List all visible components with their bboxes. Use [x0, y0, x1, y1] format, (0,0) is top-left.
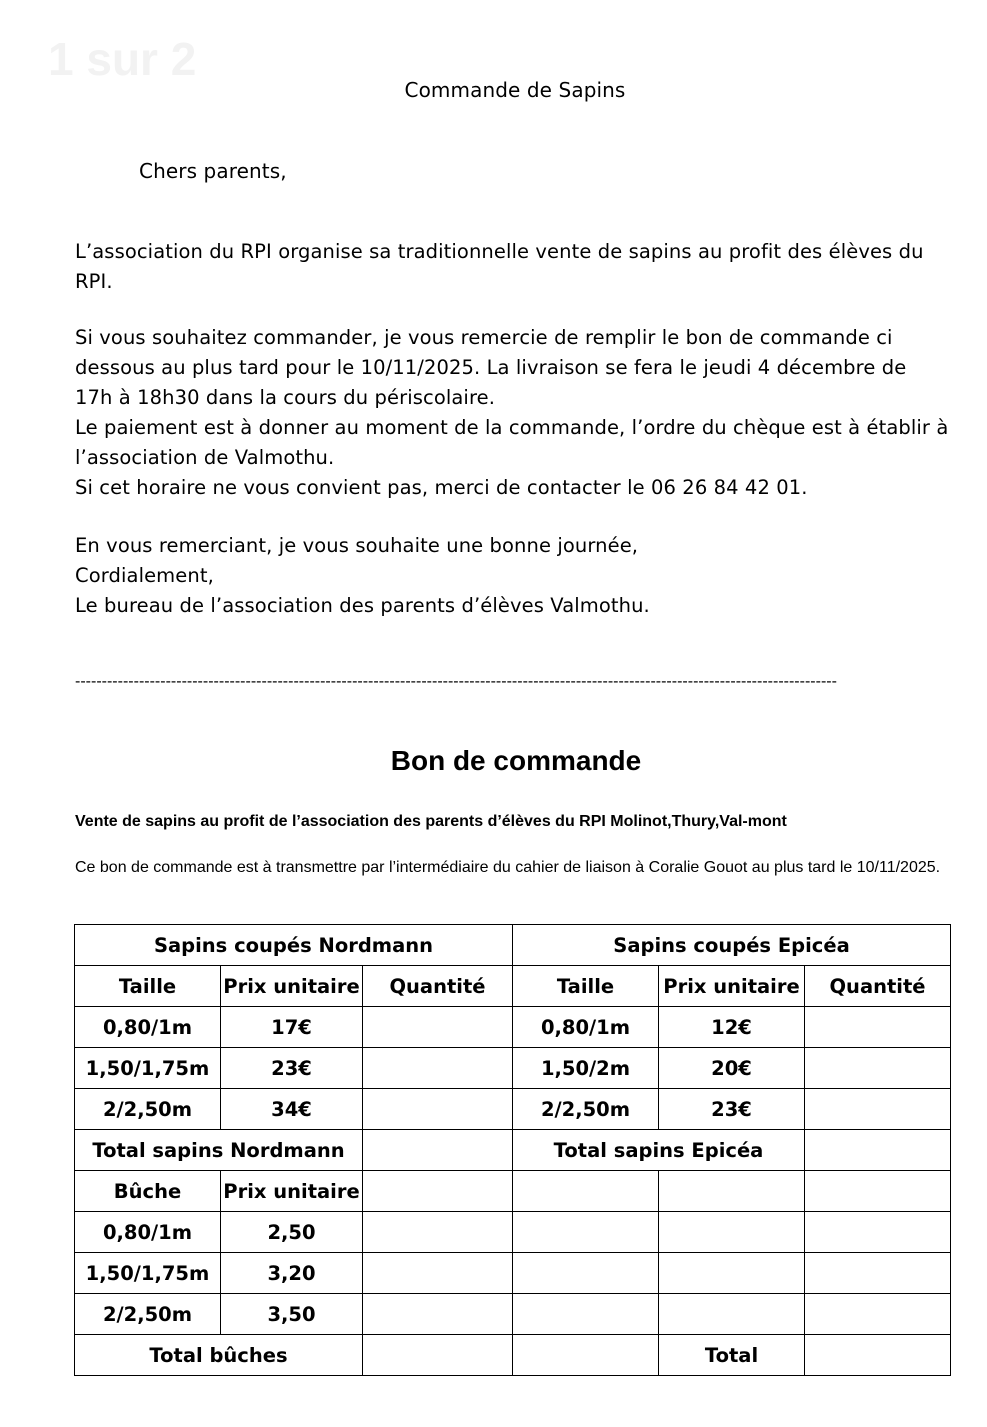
page-indicator: 1 sur 2 — [48, 33, 197, 85]
epicea-taille: 1,50/2m — [513, 1048, 659, 1089]
nordmann-taille: 0,80/1m — [75, 1007, 221, 1048]
epicea-col-taille: Taille — [513, 966, 659, 1007]
empty-cell — [805, 1294, 951, 1335]
epicea-quantite-field[interactable] — [805, 1048, 951, 1089]
buche-col-empty — [363, 1171, 513, 1212]
empty-cell — [805, 1212, 951, 1253]
paragraph-line: Si cet horaire ne vous convient pas, merci de contacter le 06 26 84 42 01. — [75, 476, 808, 499]
empty-cell — [513, 1212, 659, 1253]
table-row — [75, 1089, 951, 1130]
paragraph-line: L’association du RPI organise sa traditionnelle vente de sapins au profit des élèves du — [75, 240, 924, 263]
epicea-quantite-field[interactable] — [805, 1089, 951, 1130]
table-column-header-row — [75, 966, 951, 1007]
paragraph-intro — [75, 237, 955, 297]
total-nordmann-field[interactable] — [363, 1130, 513, 1171]
epicea-taille: 0,80/1m — [513, 1007, 659, 1048]
paragraph-line: Cordialement, — [75, 564, 214, 587]
epicea-prix: 12€ — [659, 1007, 805, 1048]
buche-quantite-field[interactable] — [363, 1294, 513, 1335]
table-row — [75, 1294, 951, 1335]
buche-taille: 1,50/1,75m — [75, 1253, 221, 1294]
nordmann-prix: 23€ — [221, 1048, 363, 1089]
paragraph-line: Le bureau de l’association des parents d’élèves Valmothu. — [75, 594, 650, 617]
epicea-prix: 23€ — [659, 1089, 805, 1130]
paragraph-line: En vous remerciant, je vous souhaite une bonne journée, — [75, 534, 639, 557]
epicea-col-quantite: Quantité — [805, 966, 951, 1007]
grand-total-field[interactable] — [805, 1335, 951, 1376]
nordmann-taille: 2/2,50m — [75, 1089, 221, 1130]
table-row — [75, 1212, 951, 1253]
epicea-prix: 20€ — [659, 1048, 805, 1089]
paragraph-line: l’association de Valmothu. — [75, 446, 335, 469]
empty-cell — [659, 1253, 805, 1294]
epicea-col-prix: Prix unitaire — [659, 966, 805, 1007]
order-table — [74, 924, 951, 1376]
paragraph-line: 17h à 18h30 dans la cours du périscolaire. — [75, 386, 496, 409]
buche-col-prix: Prix unitaire — [221, 1171, 363, 1212]
total-nordmann-label: Total sapins Nordmann — [75, 1130, 363, 1171]
paragraph-instructions — [75, 323, 955, 503]
order-form-title: Bon de commande — [390, 745, 642, 776]
empty-cell — [513, 1294, 659, 1335]
empty-cell — [805, 1253, 951, 1294]
empty-cell — [659, 1171, 805, 1212]
nordmann-prix: 34€ — [221, 1089, 363, 1130]
paragraph-line: Le paiement est à donner au moment de la commande, l’ordre du chèque est à établir à — [75, 416, 949, 439]
nordmann-col-quantite: Quantité — [363, 966, 513, 1007]
order-form-subtitle: Vente de sapins au profit de l’association des parents d’élèves du RPI Molinot,Thury,Val-mont — [75, 813, 787, 830]
letter-title: Commande de Sapins — [404, 78, 626, 102]
grand-total-label: Total — [659, 1335, 805, 1376]
buche-taille: 2/2,50m — [75, 1294, 221, 1335]
empty-cell — [513, 1335, 659, 1376]
buche-col-label: Bûche — [75, 1171, 221, 1212]
cut-line-separator: ----------------------------------------------------------------------------------------------------------------------------------------------- — [75, 673, 837, 690]
epicea-quantite-field[interactable] — [805, 1007, 951, 1048]
paragraph-line: Si vous souhaitez commander, je vous remercie de remplir le bon de commande ci — [75, 326, 893, 349]
table-header-row — [75, 925, 951, 966]
table-row — [75, 1007, 951, 1048]
empty-cell — [659, 1294, 805, 1335]
nordmann-col-prix: Prix unitaire — [221, 966, 363, 1007]
buche-taille: 0,80/1m — [75, 1212, 221, 1253]
nordmann-col-taille: Taille — [75, 966, 221, 1007]
nordmann-prix: 17€ — [221, 1007, 363, 1048]
total-buches-label: Total bûches — [75, 1335, 363, 1376]
table-total-row — [75, 1130, 951, 1171]
empty-cell — [513, 1253, 659, 1294]
empty-cell — [805, 1171, 951, 1212]
nordmann-quantite-field[interactable] — [363, 1007, 513, 1048]
empty-cell — [659, 1212, 805, 1253]
table-final-total-row — [75, 1335, 951, 1376]
buche-prix: 3,50 — [221, 1294, 363, 1335]
total-epicea-label: Total sapins Epicéa — [513, 1130, 805, 1171]
buche-quantite-field[interactable] — [363, 1253, 513, 1294]
nordmann-quantite-field[interactable] — [363, 1089, 513, 1130]
empty-cell — [513, 1171, 659, 1212]
paragraph-closing — [75, 531, 955, 621]
total-buches-field[interactable] — [363, 1335, 513, 1376]
paragraph-line: RPI. — [75, 270, 113, 293]
table-buche-header-row — [75, 1171, 951, 1212]
buche-prix: 3,20 — [221, 1253, 363, 1294]
paragraph-line: dessous au plus tard pour le 10/11/2025. La livraison se fera le jeudi 4 décembre de — [75, 356, 907, 379]
nordmann-quantite-field[interactable] — [363, 1048, 513, 1089]
buche-quantite-field[interactable] — [363, 1212, 513, 1253]
epicea-header: Sapins coupés Epicéa — [513, 925, 951, 966]
table-row — [75, 1048, 951, 1089]
total-epicea-field[interactable] — [805, 1130, 951, 1171]
buche-prix: 2,50 — [221, 1212, 363, 1253]
table-row — [75, 1253, 951, 1294]
nordmann-header: Sapins coupés Nordmann — [75, 925, 513, 966]
greeting: Chers parents, — [139, 159, 287, 183]
nordmann-taille: 1,50/1,75m — [75, 1048, 221, 1089]
epicea-taille: 2/2,50m — [513, 1089, 659, 1130]
order-form-instructions: Ce bon de commande est à transmettre par l’intermédiaire du cahier de liaison à Coralie Gouot au plus tard le 10/11/2025. — [75, 859, 941, 876]
